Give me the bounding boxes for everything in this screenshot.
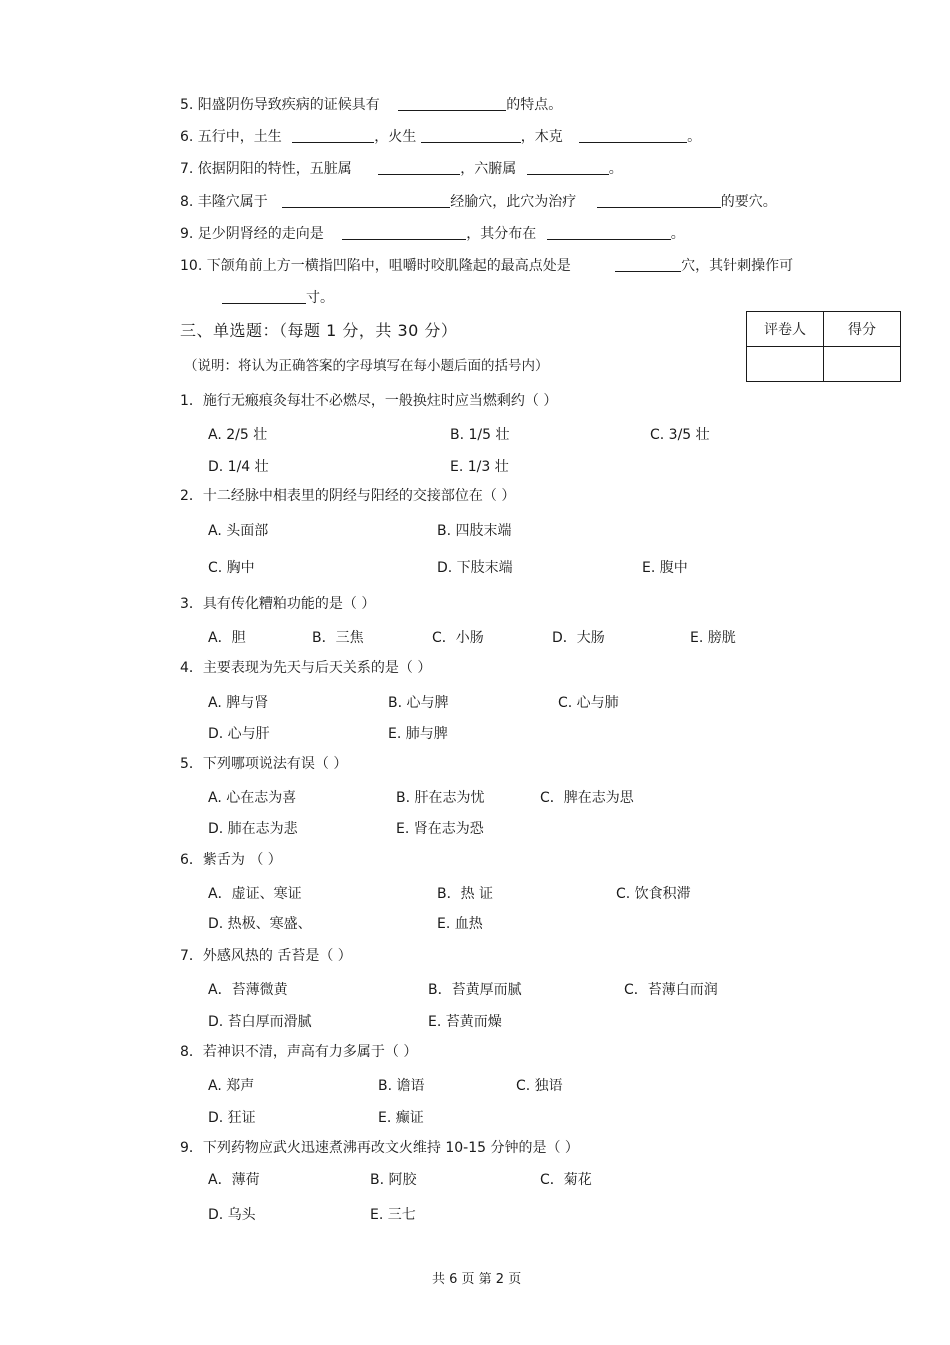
option-b[interactable]: B．热 证 [437, 886, 494, 902]
option-b[interactable]: B. 阿胶 [370, 1172, 417, 1188]
fill-question-7: 7. 依据阴阳的特性，五脏属 ，六腑属 。 [180, 161, 623, 177]
option-b[interactable]: B. 心与脾 [388, 695, 449, 711]
option-b[interactable]: B．三焦 [312, 630, 364, 646]
option-c[interactable]: C．小肠 [432, 630, 484, 646]
reviewer-header: 评卷人 [747, 312, 824, 347]
option-a[interactable]: A. 脾与肾 [208, 695, 269, 711]
option-b[interactable]: B. 肝在志为忧 [396, 790, 485, 806]
option-d[interactable]: D. 下肢末端 [437, 560, 513, 576]
option-d[interactable]: D. 心与肝 [208, 726, 270, 742]
option-c[interactable]: C．苔薄白而润 [624, 982, 718, 998]
option-e[interactable]: E. 三七 [370, 1207, 416, 1223]
answer-blank[interactable] [222, 289, 306, 304]
option-e[interactable]: E. 肺与脾 [388, 726, 448, 742]
option-d[interactable]: D. 热极、寒盛、 [208, 916, 312, 932]
option-a[interactable]: A. 郑声 [208, 1078, 255, 1094]
section-note: （说明：将认为正确答案的字母填写在每小题后面的括号内） [184, 358, 549, 374]
option-b[interactable]: B. 1/5 壮 [450, 427, 510, 443]
score-cell[interactable] [824, 347, 901, 382]
option-b[interactable]: B. 四肢末端 [437, 523, 512, 539]
option-e[interactable]: E. 腹中 [642, 560, 688, 576]
question-stem: 1．施行无瘢痕灸每壮不必燃尽，一般换炷时应当燃剩约（ ） [180, 393, 558, 409]
score-table [746, 311, 901, 382]
option-e[interactable]: E. 苔黄而燥 [428, 1014, 502, 1030]
option-a[interactable]: A. 头面部 [208, 523, 269, 539]
option-b[interactable]: B. 谵语 [378, 1078, 425, 1094]
question-stem: 4．主要表现为先天与后天关系的是（ ） [180, 660, 432, 676]
question-stem: 6．紫舌为 （ ） [180, 852, 282, 868]
option-b[interactable]: B．苔黄厚而腻 [428, 982, 522, 998]
answer-blank[interactable] [579, 128, 687, 143]
option-e[interactable]: E. 血热 [437, 916, 483, 932]
option-c[interactable]: C．菊花 [540, 1172, 592, 1188]
option-e[interactable]: E. 肾在志为恐 [396, 821, 484, 837]
option-d[interactable]: D. 狂证 [208, 1110, 256, 1126]
fill-question-8: 8. 丰隆穴属于 经腧穴，此穴为治疗 的要穴。 [180, 194, 777, 210]
option-e[interactable]: E. 癫证 [378, 1110, 424, 1126]
option-c[interactable]: C. 饮食积滞 [616, 886, 691, 902]
answer-blank[interactable] [378, 160, 460, 175]
option-c[interactable]: C. 心与肺 [558, 695, 619, 711]
option-a[interactable]: A．胆 [208, 630, 246, 646]
fill-question-9: 9. 足少阴肾经的走向是 ，其分布在 。 [180, 226, 685, 242]
option-a[interactable]: A. 2/5 壮 [208, 427, 268, 443]
option-e[interactable]: E. 膀胱 [690, 630, 736, 646]
question-stem: 3．具有传化糟粕功能的是（ ） [180, 596, 376, 612]
option-d[interactable]: D. 乌头 [208, 1207, 256, 1223]
fill-question-10-cont: 寸。 [222, 289, 334, 307]
option-d[interactable]: D. 苔白厚而滑腻 [208, 1014, 312, 1030]
fill-question-6: 6. 五行中，土生 ，火生 ，木克 。 [180, 129, 702, 145]
option-c[interactable]: C. 胸中 [208, 560, 255, 576]
answer-blank[interactable] [615, 257, 681, 272]
answer-blank[interactable] [547, 225, 671, 240]
option-a[interactable]: A. 心在志为喜 [208, 790, 297, 806]
option-d[interactable]: D. 1/4 壮 [208, 459, 269, 475]
answer-blank[interactable] [527, 160, 609, 175]
answer-blank[interactable] [342, 225, 466, 240]
option-a[interactable]: A．苔薄微黄 [208, 982, 288, 998]
page-footer: 共 6 页 第 2 页 [432, 1272, 522, 1287]
score-header: 得分 [824, 312, 901, 347]
question-stem: 8．若神识不清，声高有力多属于（ ） [180, 1044, 418, 1060]
answer-blank[interactable] [292, 128, 374, 143]
question-stem: 5．下列哪项说法有误（ ） [180, 756, 348, 772]
reviewer-cell[interactable] [747, 347, 824, 382]
option-c[interactable]: C. 3/5 壮 [650, 427, 710, 443]
answer-blank[interactable] [282, 193, 450, 208]
option-e[interactable]: E. 1/3 壮 [450, 459, 509, 475]
question-stem: 9．下列药物应武火迅速煮沸再改文火维持 10-15 分钟的是（ ） [180, 1140, 579, 1156]
option-a[interactable]: A．薄荷 [208, 1172, 260, 1188]
fill-question-5: 5. 阳盛阴伤导致疾病的证候具有 的特点。 [180, 97, 563, 113]
option-d[interactable]: D．大肠 [552, 630, 605, 646]
question-stem: 2．十二经脉中相表里的阴经与阳经的交接部位在（ ） [180, 488, 516, 504]
question-stem: 7．外感风热的 舌苔是（ ） [180, 948, 352, 964]
answer-blank[interactable] [398, 96, 506, 111]
section-title: 三、单选题：（每题 1 分，共 30 分） [180, 321, 458, 340]
answer-blank[interactable] [597, 193, 721, 208]
option-c[interactable]: C．脾在志为思 [540, 790, 634, 806]
option-a[interactable]: A．虚证、寒证 [208, 886, 302, 902]
fill-question-10: 10. 下颌角前上方一横指凹陷中，咀嚼时咬肌隆起的最高点处是 穴，其针刺操作可 [180, 258, 794, 274]
option-d[interactable]: D. 肺在志为悲 [208, 821, 298, 837]
answer-blank[interactable] [421, 128, 521, 143]
option-c[interactable]: C. 独语 [516, 1078, 563, 1094]
